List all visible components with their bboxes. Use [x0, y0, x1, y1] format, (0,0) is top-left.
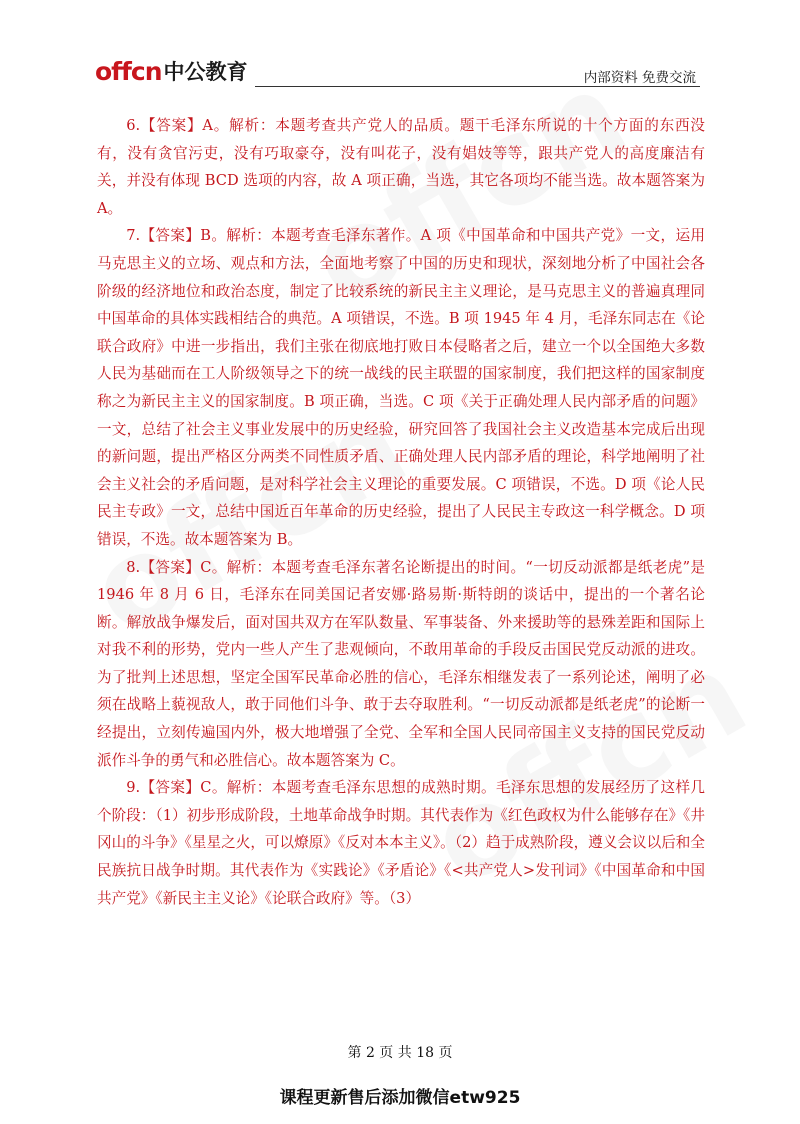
answer-paragraph-6: 6.【答案】A。解析：本题考查共产党人的品质。题干毛泽东所说的十个方面的东西没有，没有贪官污吏，没有巧取豪夺，没有叫花子，没有娼妓等等，跟共产党人的高度廉洁有关，并没有体现 BCD 选项的内容，故 A 项正确，当选，其它各项均不能当选。故本题答案为 A。 — [97, 117, 705, 217]
logo-chinese: 中公教育 — [163, 60, 248, 84]
answer-paragraph-8: 8.【答案】C。解析：本题考查毛泽东著名论断提出的时间。“一切反动派都是纸老虎”是 1946 年 8 月 6 日，毛泽东在同美国记者安娜·路易斯·斯特朗的谈话中，提出的一个著名论断。解放战争爆发后，面对国共双方在军队数量、军事装备、外来援助等的悬殊差距和国际上对我不利的形势，党内一些人产生了悲观倾向，不敢用革命的手段反击国民党反动派的进攻。为了批判上述思想，坚定全国军民革命必胜的信心，毛泽东相继发表了一系列论述，阐明了必须在战略上藐视敌人，敢于同他们斗争、敢于去夺取胜利。“一切反动派都是纸老虎”的论断一经提出，立刻传遍国内外，极大地增强了全党、全军和全国人民同帝国主义支持的国民党反动派作斗争的勇气和必胜信心。故本题答案为 C。 — [97, 558, 705, 769]
page-header — [95, 58, 700, 90]
logo-english: offcn — [95, 57, 162, 86]
answer-paragraph-9: 9.【答案】C。解析：本题考查毛泽东思想的成熟时期。毛泽东思想的发展经历了这样几个阶段：（1）初步形成阶段，土地革命战争时期。其代表作为《红色政权为什么能够存在》《井冈山的斗争》《星星之火，可以燎原》《反对本本主义》。（2）趋于成熟阶段，遵义会议以后和全民族抗日战争时期。其代表作为《实践论》《矛盾论》《<共产党人>发刊词》《中国革命和中国共产党》《新民主主义论》《论联合政府》等。（3） — [97, 779, 705, 907]
page-number: 第 2 页 共 18 页 — [347, 1045, 453, 1061]
header-note: 内部资料 免费交流 — [583, 70, 696, 86]
bottom-note: 课程更新售后添加微信etw925 — [279, 1088, 521, 1108]
header-divider — [255, 86, 700, 87]
answer-paragraph-7: 7.【答案】B。解析：本题考查毛泽东著作。A 项《中国革命和中国共产党》一文，运用马克思主义的立场、观点和方法，全面地考察了中国的历史和现状，深刻地分析了中国社会各阶级的经济地位和政治态度，制定了比较系统的新民主主义理论，是马克思主义的普遍真理同中国革命的具体实践相结合的典范。A 项错误，不选。B 项 1945 年 4 月，毛泽东同志在《论联合政府》中进一步指出，我们主张在彻底地打败日本侵略者之后，建立一个以全国绝大多数人民为基础而在工人阶级领导之下的统一战线的民主联盟的国家制度，我们把这样的国家制度称之为新民主主义的国家制度。B 项正确，当选。C 项《关于正确处理人民内部矛盾的问题》一文，总结了社会主义事业发展中的历史经验，研究回答了我国社会主义改造基本完成后出现的新问题，提出严格区分两类不同性质矛盾、正确处理人民内部矛盾的理论，科学地阐明了社会主义社会的矛盾问题，是对科学社会主义理论的重要发展。C 项错误，不选。D 项《论人民民主专政》一文，总结中国近百年革命的历史经验，提出了人民民主专政这一科学概念。D 项错误，不选。故本题答案为 B。 — [97, 227, 705, 548]
offcn-logo — [95, 58, 248, 86]
document-body — [97, 112, 705, 912]
